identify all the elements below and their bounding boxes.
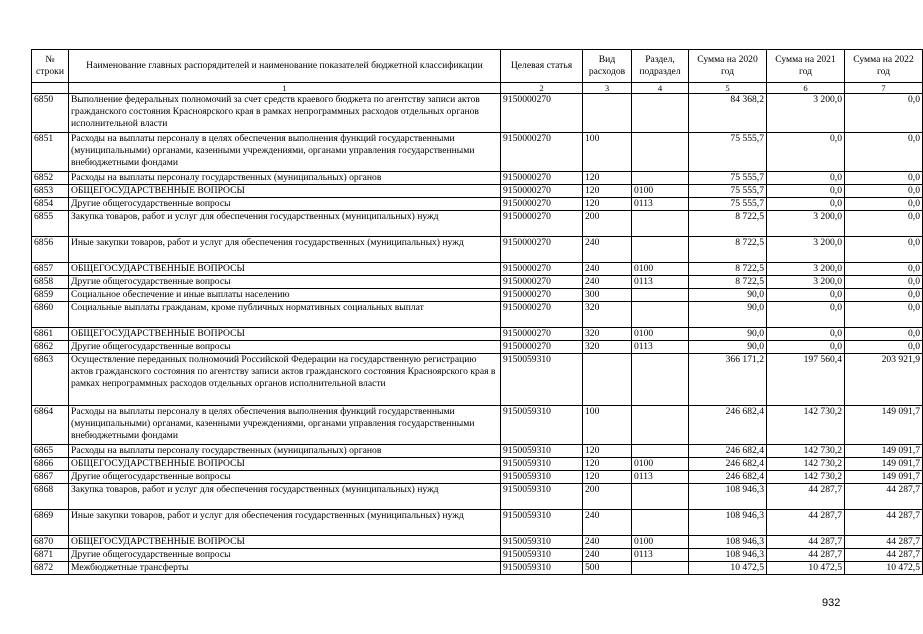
- sum-2021: 197 560,4: [767, 354, 845, 406]
- expense-type: 240: [583, 549, 632, 562]
- sum-2021: 0,0: [767, 198, 845, 211]
- header-row-number: № строки: [32, 50, 69, 83]
- target-article: 9150000270: [501, 263, 583, 276]
- expense-type: [583, 94, 632, 133]
- expense-type: 120: [583, 445, 632, 458]
- sum-2020: 10 472,5: [689, 562, 767, 575]
- sum-2021: 0,0: [767, 289, 845, 302]
- row-name: ОБЩЕГОСУДАРСТВЕННЫЕ ВОПРОСЫ: [69, 536, 501, 549]
- sum-2022: 10 472,5: [845, 562, 923, 575]
- column-number: 1: [69, 83, 501, 94]
- row-name: Расходы на выплаты персоналу государственных (муниципальных) органов: [69, 172, 501, 185]
- target-article: 9150000270: [501, 302, 583, 328]
- sum-2022: 44 287,7: [845, 549, 923, 562]
- target-article: 9150059310: [501, 549, 583, 562]
- section-code: 0100: [632, 185, 689, 198]
- header-section: Раздел, подраздел: [632, 50, 689, 83]
- table-body: [32, 94, 923, 575]
- row-name: Закупка товаров, работ и услуг для обеспечения государственных (муниципальных) нужд: [69, 484, 501, 510]
- row-number: 6855: [32, 211, 69, 237]
- table-row: [32, 406, 923, 445]
- row-name: ОБЩЕГОСУДАРСТВЕННЫЕ ВОПРОСЫ: [69, 458, 501, 471]
- expense-type: 120: [583, 458, 632, 471]
- sum-2021: 10 472,5: [767, 562, 845, 575]
- row-name: Расходы на выплаты персоналу государственных (муниципальных) органов: [69, 445, 501, 458]
- sum-2022: 44 287,7: [845, 536, 923, 549]
- row-number: 6868: [32, 484, 69, 510]
- row-number: 6860: [32, 302, 69, 328]
- sum-2020: 8 722,5: [689, 237, 767, 263]
- table-row: [32, 458, 923, 471]
- sum-2021: 3 200,0: [767, 263, 845, 276]
- target-article: 9150059310: [501, 471, 583, 484]
- sum-2020: 75 555,7: [689, 185, 767, 198]
- row-name: ОБЩЕГОСУДАРСТВЕННЫЕ ВОПРОСЫ: [69, 263, 501, 276]
- row-name: Иные закупки товаров, работ и услуг для обеспечения государственных (муниципальных) нужд: [69, 510, 501, 536]
- sum-2020: 75 555,7: [689, 133, 767, 172]
- sum-2020: 75 555,7: [689, 198, 767, 211]
- sum-2022: 149 091,7: [845, 445, 923, 458]
- row-number: 6861: [32, 328, 69, 341]
- table-row: [32, 484, 923, 510]
- row-name: Иные закупки товаров, работ и услуг для обеспечения государственных (муниципальных) нужд: [69, 237, 501, 263]
- row-number: 6871: [32, 549, 69, 562]
- expense-type: 240: [583, 510, 632, 536]
- sum-2022: 0,0: [845, 302, 923, 328]
- row-name: Другие общегосударственные вопросы: [69, 549, 501, 562]
- section-code: [632, 211, 689, 237]
- sum-2021: 44 287,7: [767, 549, 845, 562]
- row-number: 6859: [32, 289, 69, 302]
- row-number: 6853: [32, 185, 69, 198]
- sum-2022: 44 287,7: [845, 484, 923, 510]
- row-name: Осуществление переданных полномочий Российской Федерации на государственную регистрацию актов гражданского состояния по агентству записи актов гражданского состояния Красноярского края в рамках непрограммных расходов отдельных органов исполнительной власти: [69, 354, 501, 406]
- header-name: Наименование главных распорядителей и наименование показателей бюджетной классификации: [69, 50, 501, 83]
- column-number: 5: [689, 83, 767, 94]
- section-code: 0113: [632, 198, 689, 211]
- target-article: 9150000270: [501, 289, 583, 302]
- section-code: 0100: [632, 263, 689, 276]
- sum-2020: 246 682,4: [689, 471, 767, 484]
- target-article: 9150000270: [501, 237, 583, 263]
- row-number: 6857: [32, 263, 69, 276]
- sum-2022: 0,0: [845, 211, 923, 237]
- sum-2020: 84 368,2: [689, 94, 767, 133]
- table-row: [32, 133, 923, 172]
- target-article: 9150059310: [501, 536, 583, 549]
- expense-type: 500: [583, 562, 632, 575]
- sum-2022: 0,0: [845, 198, 923, 211]
- table-row: [32, 263, 923, 276]
- section-code: [632, 302, 689, 328]
- sum-2022: 0,0: [845, 185, 923, 198]
- sum-2020: 8 722,5: [689, 263, 767, 276]
- table-row: [32, 445, 923, 458]
- row-number: 6870: [32, 536, 69, 549]
- section-code: [632, 94, 689, 133]
- section-code: [632, 445, 689, 458]
- expense-type: 320: [583, 328, 632, 341]
- sum-2022: 149 091,7: [845, 458, 923, 471]
- table-row: [32, 302, 923, 328]
- section-code: 0113: [632, 341, 689, 354]
- column-number: 7: [845, 83, 923, 94]
- header-row: [32, 50, 923, 83]
- expense-type: 120: [583, 471, 632, 484]
- table-row: [32, 549, 923, 562]
- sum-2022: 44 287,7: [845, 510, 923, 536]
- expense-type: [583, 354, 632, 406]
- sum-2022: 0,0: [845, 237, 923, 263]
- row-number: 6862: [32, 341, 69, 354]
- header-sum-2022: Сумма на 2022 год: [845, 50, 923, 83]
- target-article: 9150000270: [501, 276, 583, 289]
- sum-2021: 0,0: [767, 172, 845, 185]
- table-row: [32, 536, 923, 549]
- sum-2020: 366 171,2: [689, 354, 767, 406]
- column-number-row: [32, 83, 923, 94]
- section-code: 0100: [632, 458, 689, 471]
- table-row: [32, 471, 923, 484]
- sum-2022: 0,0: [845, 263, 923, 276]
- sum-2020: 246 682,4: [689, 458, 767, 471]
- sum-2020: 108 946,3: [689, 536, 767, 549]
- column-number: 2: [501, 83, 583, 94]
- target-article: 9150059310: [501, 458, 583, 471]
- expense-type: 200: [583, 484, 632, 510]
- expense-type: 240: [583, 237, 632, 263]
- header-sum-2021: Сумма на 2021 год: [767, 50, 845, 83]
- sum-2020: 90,0: [689, 328, 767, 341]
- row-name: Расходы на выплаты персоналу в целях обеспечения выполнения функций государственными (муниципальными) органами, казенными учреждениями, органами управления государственными внебюджетными фондами: [69, 133, 501, 172]
- row-number: 6872: [32, 562, 69, 575]
- header-expense-type: Вид расходов: [583, 50, 632, 83]
- target-article: 9150000270: [501, 133, 583, 172]
- expense-type: 100: [583, 406, 632, 445]
- target-article: 9150000270: [501, 185, 583, 198]
- sum-2021: 0,0: [767, 341, 845, 354]
- row-number: 6869: [32, 510, 69, 536]
- row-number: 6858: [32, 276, 69, 289]
- table-row: [32, 341, 923, 354]
- header-sum-2020: Сумма на 2020 год: [689, 50, 767, 83]
- sum-2020: 90,0: [689, 289, 767, 302]
- section-code: 0100: [632, 536, 689, 549]
- table-row: [32, 562, 923, 575]
- section-code: [632, 484, 689, 510]
- expense-type: 320: [583, 302, 632, 328]
- sum-2021: 0,0: [767, 133, 845, 172]
- expense-type: 120: [583, 198, 632, 211]
- sum-2022: 0,0: [845, 276, 923, 289]
- section-code: [632, 172, 689, 185]
- section-code: 0113: [632, 549, 689, 562]
- sum-2022: 0,0: [845, 289, 923, 302]
- row-number: 6865: [32, 445, 69, 458]
- table-row: [32, 185, 923, 198]
- sum-2021: 3 200,0: [767, 211, 845, 237]
- expense-type: 100: [583, 133, 632, 172]
- sum-2021: 142 730,2: [767, 471, 845, 484]
- target-article: 9150000270: [501, 341, 583, 354]
- table-row: [32, 172, 923, 185]
- expense-type: 120: [583, 172, 632, 185]
- row-number: 6864: [32, 406, 69, 445]
- expense-type: 300: [583, 289, 632, 302]
- section-code: [632, 510, 689, 536]
- section-code: [632, 237, 689, 263]
- row-name: Другие общегосударственные вопросы: [69, 276, 501, 289]
- target-article: 9150059310: [501, 406, 583, 445]
- row-name: Другие общегосударственные вопросы: [69, 198, 501, 211]
- target-article: 9150059310: [501, 484, 583, 510]
- row-number: 6851: [32, 133, 69, 172]
- section-code: [632, 133, 689, 172]
- target-article: 9150000270: [501, 94, 583, 133]
- column-number: 4: [632, 83, 689, 94]
- expense-type: 240: [583, 263, 632, 276]
- row-name: Социальное обеспечение и иные выплаты населению: [69, 289, 501, 302]
- sum-2021: 0,0: [767, 328, 845, 341]
- row-name: Расходы на выплаты персоналу в целях обеспечения выполнения функций государственными (муниципальными) органами, казенными учреждениями, органами управления государственными внебюджетными фондами: [69, 406, 501, 445]
- sum-2021: 142 730,2: [767, 406, 845, 445]
- budget-table: [31, 49, 923, 575]
- row-number: 6854: [32, 198, 69, 211]
- sum-2020: 246 682,4: [689, 406, 767, 445]
- target-article: 9150000270: [501, 211, 583, 237]
- sum-2022: 0,0: [845, 133, 923, 172]
- section-code: [632, 289, 689, 302]
- sum-2020: 108 946,3: [689, 510, 767, 536]
- section-code: [632, 354, 689, 406]
- row-name: Межбюджетные трансферты: [69, 562, 501, 575]
- table-row: [32, 198, 923, 211]
- table-row: [32, 237, 923, 263]
- sum-2021: 142 730,2: [767, 458, 845, 471]
- sum-2021: 3 200,0: [767, 276, 845, 289]
- header-target-article: Целевая статья: [501, 50, 583, 83]
- target-article: 9150059310: [501, 562, 583, 575]
- sum-2021: 3 200,0: [767, 94, 845, 133]
- target-article: 9150059310: [501, 445, 583, 458]
- table-row: [32, 94, 923, 133]
- table-row: [32, 211, 923, 237]
- target-article: 9150000270: [501, 198, 583, 211]
- section-code: [632, 562, 689, 575]
- table-row: [32, 354, 923, 406]
- row-number: 6866: [32, 458, 69, 471]
- sum-2020: 108 946,3: [689, 484, 767, 510]
- sum-2021: 44 287,7: [767, 536, 845, 549]
- sum-2021: 3 200,0: [767, 237, 845, 263]
- sum-2020: 246 682,4: [689, 445, 767, 458]
- sum-2020: 8 722,5: [689, 276, 767, 289]
- column-number: 6: [767, 83, 845, 94]
- row-name: Выполнение федеральных полномочий за счет средств краевого бюджета по агентству записи актов гражданского состояния Красноярского края в рамках непрограммных расходов отдельных органов исполнительной власти: [69, 94, 501, 133]
- section-code: [632, 406, 689, 445]
- target-article: 9150000270: [501, 172, 583, 185]
- sum-2021: 0,0: [767, 185, 845, 198]
- sum-2022: 149 091,7: [845, 471, 923, 484]
- row-name: ОБЩЕГОСУДАРСТВЕННЫЕ ВОПРОСЫ: [69, 328, 501, 341]
- sum-2021: 142 730,2: [767, 445, 845, 458]
- column-number: 3: [583, 83, 632, 94]
- row-number: 6863: [32, 354, 69, 406]
- sum-2022: 0,0: [845, 172, 923, 185]
- table-row: [32, 289, 923, 302]
- row-number: 6852: [32, 172, 69, 185]
- sum-2022: 0,0: [845, 328, 923, 341]
- sum-2020: 108 946,3: [689, 549, 767, 562]
- table-row: [32, 328, 923, 341]
- row-name: Другие общегосударственные вопросы: [69, 341, 501, 354]
- page-number: 932: [822, 597, 841, 609]
- sum-2022: 0,0: [845, 341, 923, 354]
- row-name: ОБЩЕГОСУДАРСТВЕННЫЕ ВОПРОСЫ: [69, 185, 501, 198]
- row-name: Закупка товаров, работ и услуг для обеспечения государственных (муниципальных) нужд: [69, 211, 501, 237]
- row-number: 6850: [32, 94, 69, 133]
- row-name: Другие общегосударственные вопросы: [69, 471, 501, 484]
- sum-2020: 90,0: [689, 341, 767, 354]
- row-name: Социальные выплаты гражданам, кроме публичных нормативных социальных выплат: [69, 302, 501, 328]
- row-number: 6856: [32, 237, 69, 263]
- sum-2022: 149 091,7: [845, 406, 923, 445]
- sum-2020: 75 555,7: [689, 172, 767, 185]
- sum-2022: 203 921,9: [845, 354, 923, 406]
- expense-type: 320: [583, 341, 632, 354]
- section-code: 0113: [632, 471, 689, 484]
- expense-type: 200: [583, 211, 632, 237]
- row-number: 6867: [32, 471, 69, 484]
- expense-type: 240: [583, 276, 632, 289]
- sum-2021: 44 287,7: [767, 484, 845, 510]
- column-number: [32, 83, 69, 94]
- table-row: [32, 510, 923, 536]
- target-article: 9150059310: [501, 354, 583, 406]
- sum-2021: 0,0: [767, 302, 845, 328]
- table-row: [32, 276, 923, 289]
- expense-type: 120: [583, 185, 632, 198]
- expense-type: 240: [583, 536, 632, 549]
- sum-2021: 44 287,7: [767, 510, 845, 536]
- sum-2020: 90,0: [689, 302, 767, 328]
- sum-2022: 0,0: [845, 94, 923, 133]
- section-code: 0100: [632, 328, 689, 341]
- target-article: 9150059310: [501, 510, 583, 536]
- sum-2020: 8 722,5: [689, 211, 767, 237]
- target-article: 9150000270: [501, 328, 583, 341]
- section-code: 0113: [632, 276, 689, 289]
